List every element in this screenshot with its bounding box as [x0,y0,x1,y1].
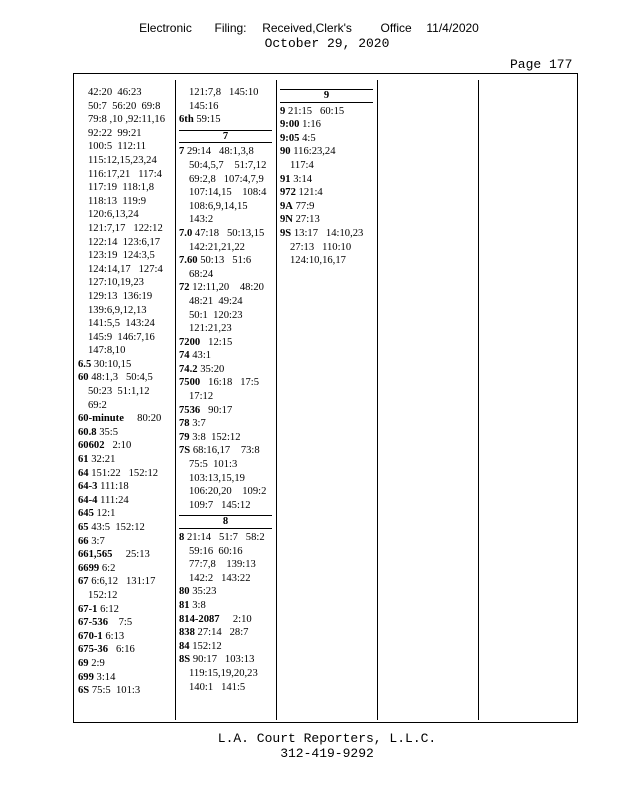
continuation-refs: 59:16 60:16 [189,545,243,557]
continuation-refs: 121:7,8 145:10 [189,87,259,98]
page-line-refs: 1:16 [302,119,321,131]
continuation-refs: 100:5 112:11 [88,141,147,153]
page-line-refs: 6:13 [105,630,125,642]
index-entry [280,200,373,214]
header-office: Office [380,21,412,35]
continuation-refs: 106:20,20 109:2 [189,486,267,498]
index-term: 60602 [78,440,105,452]
index-entry [179,444,272,458]
continuation-refs: 116:17,21 117:4 [88,168,162,180]
index-term: 74.2 [179,363,198,375]
continuation-refs: 117:4 [290,159,314,171]
page-line-refs: 25:13 [115,549,150,561]
index-entry [280,145,373,159]
index-entry [179,113,272,127]
index-entry [179,417,272,431]
index-entry [78,521,172,535]
index-term: 61 [78,454,89,466]
index-entry [280,118,373,132]
continuation-refs: 118:13 119:9 [88,195,147,207]
page-line-refs: 3:14 [96,671,116,683]
page-line-refs: 3:14 [293,173,313,185]
continuation-refs: 142:21,21,22 [189,241,245,253]
page-line-refs: 16:18 17:5 [202,377,260,389]
continuation-refs: 147:8,10 [88,345,126,357]
page-line-refs: 7:5 [110,617,133,629]
index-entry [78,657,172,671]
continuation-refs: 69:2,8 107:4,7,9 [189,173,264,185]
index-entry [179,599,272,613]
index-entry [78,562,172,576]
continuation-refs: 122:14 123:6,17 [88,236,161,248]
page-line-refs: 21:14 51:7 58:2 [186,532,265,543]
index-entry [78,616,172,630]
index-entry [179,626,272,640]
index-entry [280,227,373,241]
continuation-refs: 68:24 [189,268,214,280]
page-line-refs: 6:16 [110,644,135,656]
index-entry [179,254,272,268]
index-column-1 [78,86,172,698]
index-term: 9N [280,214,293,226]
index-entry [78,480,172,494]
continuation-refs: 127:10,19,23 [88,277,144,289]
index-entry [280,132,373,146]
index-term: 6th [179,114,194,126]
section-letter: 9 [280,89,373,103]
column-divider [175,80,176,720]
index-entry [78,548,172,562]
continuation-refs: 50:1 120:23 [189,309,243,321]
continuation-refs: 119:15,19,20,23 [189,667,258,679]
continuation-refs: 142:2 143:22 [189,572,251,584]
index-term: 80 [179,586,190,598]
index-term: 84 [179,640,190,652]
index-term: 7.0 [179,227,193,239]
page-line-refs: 3:8 [192,599,206,611]
index-term: 9 [280,105,286,117]
index-entry [78,412,172,426]
index-term: 66 [78,535,89,547]
index-entry [280,173,373,187]
index-term: 6S [78,685,90,697]
index-term: 7536 [179,404,201,416]
index-term: 91 [280,173,291,185]
index-term: 67-536 [78,617,109,629]
page-line-refs: 12:15 [202,336,233,348]
index-term: 645 [78,508,94,520]
page-line-refs: 47:18 50:13,15 [194,227,265,239]
index-term: 72 [179,282,190,294]
index-entry [179,585,272,599]
continuation-refs: 50:23 51:1,12 [88,386,150,398]
index-term: 60 [78,372,89,384]
page-line-refs: 151:22 152:12 [91,467,159,479]
continuation-refs: 103:13,15,19 [189,472,245,484]
index-term: 67 [78,576,89,588]
continuation-refs: 75:5 101:3 [189,459,238,471]
index-entry [78,684,172,698]
index-term: 9:00 [280,119,300,131]
index-entry [179,349,272,363]
index-entry [78,467,172,481]
header-date: 11/4/2020 [426,21,479,35]
index-entry [179,363,272,377]
index-entry [78,535,172,549]
index-entry [78,603,172,617]
page-line-refs: 59:15 [196,114,221,126]
index-entry [280,105,373,119]
page-line-refs: 90:17 103:13 [192,654,255,666]
page-line-refs: 35:23 [192,586,217,598]
continuation-refs: 117:19 118:1,8 [88,182,155,194]
continuation-refs: 140:1 141:5 [189,681,246,693]
continuation-refs: 152:12 [88,589,118,601]
index-term: 6.5 [78,358,92,370]
index-entry [78,371,172,385]
index-entry [179,613,272,627]
reporter-name: L.A. Court Reporters, L.L.C. [217,731,437,746]
index-term: 60-minute [78,413,124,425]
page-line-refs: 4:5 [302,132,316,144]
index-entry [78,507,172,521]
index-term: 7.60 [179,255,198,267]
index-term: 90 [280,146,291,158]
index-term: 78 [179,418,190,430]
continuation-refs: 92:22 99:21 [88,127,142,139]
index-term: 74 [179,350,190,362]
index-column-2 [179,86,272,694]
index-entry [78,426,172,440]
page-line-refs: 77:9 [295,200,315,212]
continuation-refs: 139:6,9,12,13 [88,304,147,316]
index-term: 9A [280,200,293,212]
index-term: 9S [280,227,292,239]
continuation-refs: 50:7 56:20 69:8 [88,100,161,112]
page-line-refs: 111:24 [100,494,129,506]
index-term: 814-2087 [179,613,220,625]
index-term: 65 [78,522,89,533]
continuation-refs: 79:8 ,10 ,92:11,16 [88,114,166,126]
index-term: 69 [78,657,89,669]
continuation-refs: 124:14,17 127:4 [88,263,163,275]
index-entry [78,439,172,453]
header-filing: Filing: [214,21,247,35]
index-term: 79 [179,431,190,443]
continuation-refs: 77:7,8 139:13 [189,559,256,571]
page-line-refs: 29:14 48:1,3,8 [186,146,254,158]
index-term: 8 [179,532,185,543]
index-term: 7200 [179,336,201,348]
index-term: 67-1 [78,603,98,615]
page-line-refs: 3:7 [91,535,105,547]
index-entry [179,281,272,295]
deposition-date: October 29, 2020 [264,36,390,51]
index-term: 81 [179,599,190,611]
continuation-refs: 124:10,16,17 [290,255,346,267]
page-line-refs: 116:23,24 [293,146,336,158]
continuation-refs: 121:21,23 [189,323,232,335]
page-line-refs: 121:4 [298,187,323,199]
column-divider [478,80,479,720]
index-term: 7 [179,146,185,158]
continuation-refs: 69:2 [88,399,107,411]
index-entry [179,653,272,667]
index-entry [179,227,272,241]
index-term: 838 [179,627,195,639]
page-line-refs: 3:8 152:12 [192,431,241,443]
page-line-refs: 21:15 60:15 [287,105,345,117]
page-line-refs: 13:17 14:10,23 [293,227,364,239]
header-received: Received,Clerk's [262,21,352,35]
page-line-refs: 35:20 [200,363,225,375]
page-line-refs: 68:16,17 73:8 [192,445,260,457]
index-term: 64 [78,467,89,479]
continuation-refs: 123:19 124:3,5 [88,250,155,262]
continuation-refs: 141:5,5 143:24 [88,318,155,330]
section-letter: 7 [179,130,272,144]
index-entry [280,213,373,227]
index-term: 60.8 [78,426,97,438]
index-term: 675-36 [78,644,109,656]
continuation-refs: 121:7,17 122:12 [88,222,163,234]
index-entry [78,358,172,372]
page-line-refs: 35:5 [99,426,119,438]
index-term: 972 [280,187,296,199]
page-line-refs: 27:14 28:7 [197,627,249,639]
continuation-refs: 48:21 49:24 [189,295,243,307]
page-line-refs: 32:21 [91,454,116,466]
column-divider [276,80,277,720]
index-entry [78,671,172,685]
continuation-refs: 143:2 [189,214,214,226]
continuation-refs: 109:7 145:12 [189,499,251,511]
page-line-refs: 90:17 [202,404,233,416]
page-line-refs: 111:18 [100,481,129,493]
continuation-refs: 129:13 136:19 [88,290,153,302]
index-entry [78,643,172,657]
page-line-refs: 152:12 [192,640,222,652]
continuation-refs: 120:6,13,24 [88,209,139,221]
filing-header [0,21,618,35]
index-entry [78,453,172,467]
continuation-refs: 42:20 46:23 [88,87,142,98]
index-term: 9:05 [280,132,300,144]
index-entry [179,531,272,545]
continuation-refs: 107:14,15 108:4 [189,187,267,199]
index-term: 64-3 [78,481,98,493]
continuation-refs: 115:12,15,23,24 [88,154,157,166]
index-entry [78,630,172,644]
index-entry [179,336,272,350]
index-term: 7S [179,445,191,457]
reporter-phone: 312-419-9292 [280,746,374,761]
column-divider [377,80,378,720]
index-term: 670-1 [78,630,103,642]
index-term: 661,565 [78,549,113,561]
continuation-refs: 27:13 110:10 [290,241,352,253]
page-line-refs: 43:5 152:12 [91,522,145,533]
continuation-refs: 145:9 146:7,16 [88,331,155,343]
index-term: 699 [78,671,94,683]
index-term: 6699 [78,562,100,574]
page-line-refs: 50:13 51:6 [200,255,252,267]
page-line-refs: 80:20 [126,413,162,425]
page-line-refs: 43:1 [192,350,212,362]
continuation-refs: 50:4,5,7 51:7,12 [189,159,267,171]
page-number: Page 177 [510,57,573,72]
index-entry [280,186,373,200]
page-line-refs: 30:10,15 [93,358,132,370]
page-line-refs: 2:9 [91,657,105,669]
continuation-refs: 17:12 [189,391,214,403]
index-entry [78,494,172,508]
page-line-refs: 12:11,20 48:20 [192,282,264,294]
page-line-refs: 12:1 [96,508,116,520]
index-entry [78,575,172,589]
page-line-refs: 2:10 [222,613,252,625]
page-line-refs: 6:2 [101,562,116,574]
index-entry [179,431,272,445]
index-term: 7500 [179,377,201,389]
index-entry [179,640,272,654]
page-line-refs: 3:7 [192,418,206,430]
continuation-refs: 108:6,9,14,15 [189,200,248,212]
page-line-refs: 75:5 101:3 [91,685,141,697]
header-electronic: Electronic [139,21,192,35]
page-line-refs: 6:6,12 131:17 [91,576,156,588]
page-line-refs: 27:13 [295,214,320,226]
page-line-refs: 2:10 [107,440,132,452]
section-letter: 8 [179,515,272,529]
index-entry [179,376,272,390]
continuation-refs: 145:16 [189,100,219,112]
index-column-3 [280,86,373,268]
index-entry [179,404,272,418]
index-term: 64-4 [78,494,98,506]
page-line-refs: 6:12 [100,603,119,615]
index-entry [179,145,272,159]
page-line-refs: 48:1,3 50:4,5 [91,372,153,384]
index-term: 8S [179,654,191,666]
